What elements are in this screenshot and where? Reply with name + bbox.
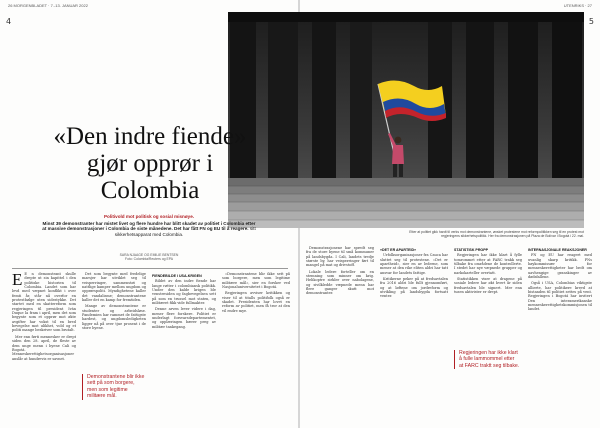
right-folio: UTENRIKS · 27	[563, 3, 592, 8]
right-pullquote-text: Regjeringen har ikke klart å fulle lammommel etter at FARC traktt seg tilbake.	[459, 350, 520, 369]
left-col4-p2: Regjeringen avviser kritikken og viser til at titalls politifolk også er skadet. Presidenten har lovet en reform av politiet, men få tror at den vil endre mye.	[222, 291, 290, 313]
left-pullquote-text: Demonstrantene blir ikke sett på som borgere, men som legitime militære mål.	[87, 374, 145, 400]
left-col3-p1: Bildet av den indre fiende har lange røtter i colombiansk politikk. Under den kalde krigen ble venstresiden og fagbevegelsen sett på som en trussel mot staten, og militæret fikk vide fullmakter.	[152, 279, 216, 306]
left-folio: 26 MORGENBLADET · 7.-13. JANUAR 2022	[8, 3, 88, 8]
left-column-3	[152, 272, 216, 422]
byline-photo-credit: Foto: Colombia/Reuters og EPA	[125, 257, 173, 262]
right-col2-p2: Kritikerne peker på at fredsavtalen fra 2016 aldri ble fullt gjennomført, og at løftene om jordreform og utvikling på landsbygda fortsatt venter.	[380, 277, 448, 299]
headline-line-2: gjør opprør i	[86, 150, 214, 177]
headline-line-1: «Den indre fiende»	[53, 123, 247, 150]
left-page-number: 4	[6, 17, 12, 26]
headline-line-3: Colombia	[100, 177, 200, 204]
photo-caption	[396, 230, 584, 238]
left-pullquote	[82, 374, 146, 400]
headline	[0, 123, 300, 204]
left-col4-p1: «Demonstrantene blir ikke sett på som borgere, men som legitime militære mål», sier en forsker ved Nasjonaluniversitetet i Bogotá.	[222, 272, 290, 290]
right-col1-p1: Demonstrasjonene har spredt seg fra de store byene til små kommuner på landsbygda. I Cali, landets tredje største by, har veisperringer ført til mangel på mat og drivstoff.	[306, 246, 374, 268]
right-col3-p1: Regjeringen har ikke klart å fylle tomrommet etter at FARC trakk seg tilbake fra områdene de kontrollerte. I stedet har nye væpnede grupper og narkokarteller overtatt.	[454, 253, 522, 275]
left-col1-p2: Mer enn førti mennesker er drept siden den 28. april, de fleste av dem unge menn i byene Cali og Bogotá. Menneskerettighetsorganisasjoner anslår at hundrevis er savnet.	[12, 334, 76, 361]
deck-lead: Minst 39 demonstranter har mistet livet og flere hundre har blitt skadet av politiet i Colombia etter at massive demonstrasjoner i Colombia de siste månedene. Det har fått FN og EU til å reagere.	[42, 220, 256, 232]
byline	[40, 253, 258, 261]
pullquote-bar	[82, 374, 83, 400]
photo-caption-main: Etter at politiet gikk hardt til verks mot demonstrantene, ønsket protestene mot reformpolitikken seg til en protest mot regjeringens sikkerhetspolitikk.	[409, 230, 584, 238]
byline-authors: SARA NJAAGE OG EMILIE BENTSEN	[119, 253, 179, 257]
right-column-4	[528, 246, 592, 422]
photo-caption-detail: Her fra demonstrasjonen på Plaza de Bolívar i Bogotá i 22. mai.	[488, 234, 584, 238]
left-col1-p1: E n demonstrant skulle drepte ut sin kapittel i den politiske historien til Colombia. Landet som har levd med væpnet konflikt i over femti år, står nå overfor en protestbølge uten sidestykke. Det startet med en skattereform som regjeringen til president Iván Duque la fram i april, men det som begynte som et opprør mot økte avgifter har vokst til en bred bevegelse mot ulikhet, vold og et politi mange beskriver som brutalt.	[12, 272, 76, 333]
subhead-c: STATISTISK PROPP	[454, 248, 489, 252]
left-divider-rule	[12, 268, 288, 269]
pullquote-bar	[454, 350, 455, 369]
subhead-a: FIENDEBILDE I USA-KRIGEN	[152, 274, 202, 278]
right-pullquote	[454, 350, 520, 369]
right-page-number: 5	[588, 17, 594, 26]
drop-cap: E	[12, 272, 23, 289]
right-column-3	[454, 246, 522, 346]
left-col3-p2: Denne arven lever videre i dag, mener flere forskere. Politiet er underlagt forsvarsdepartementet, og opplæringen bærer preg av militær tankegang.	[152, 307, 216, 329]
right-column-1	[306, 246, 374, 422]
left-column-4	[222, 272, 290, 422]
right-col1-p2: Lokale ledere forteller om en stemning som minner om krig. Helikoptre sirkler over nabolagene, og sivilkledde væpnede menn har flere ganger skutt mot demonstranter.	[306, 269, 374, 296]
left-col2-p1: Det som begynte med fredelige marsjer har utviklet seg til veisperringer, sammenstøt og nattlige kamper mellom ungdom og opprørspoliti. Myndighetene kaller det vandalisme; demonstrantene kaller det en kamp for fremtiden.	[82, 272, 146, 303]
right-col2-p1: Urfolksorganisasjoner fra Cauca har sluttet seg til protestene. «Det er apartheid», sier en av lederne, som mener at den rike eliten aldri har tatt ansvar for landets fattige.	[380, 253, 448, 275]
deck-sub: sitt sikkerhetsapparat med Colombia.	[114, 226, 256, 237]
deck-kicker: Politivold mot politisk og sosial misnøye.	[103, 214, 195, 219]
subhead-d: INTERNASJONALE REAKSJONER	[528, 248, 587, 252]
left-col2-p2: Mange av demonstrantene er studenter og arbeidsløse. Pandemien har rammet de fattigste hardest, og ungdomsledigheten ligger nå på over tjue prosent i de store byene.	[82, 304, 146, 331]
subhead-b: «DET ER APARTEID»	[380, 248, 417, 252]
right-col3-p2: Statistikken viser at drapene på sosiale ledere har økt hvert år siden fredsavtalen ble signert. Mer enn tusen aktivister er drept.	[454, 277, 522, 295]
right-col4-p1: FN og EU har reagert med uvanlig skarp kritikk. FNs høykommissær for menneskerettigheter har bedt om uavhengige granskinger av dødsfallene.	[528, 253, 592, 280]
right-column-2	[380, 246, 448, 422]
right-col4-p2: Også i USA, Colombias viktigste allierte, har politikere krevd at bistanden til politiet settes på vent. Regjeringen i Bogotá har invitert Den interamerikanske menneskerettighetskommisjonen til landet.	[528, 281, 592, 312]
left-column-1	[12, 272, 76, 422]
article-deck	[40, 214, 258, 237]
